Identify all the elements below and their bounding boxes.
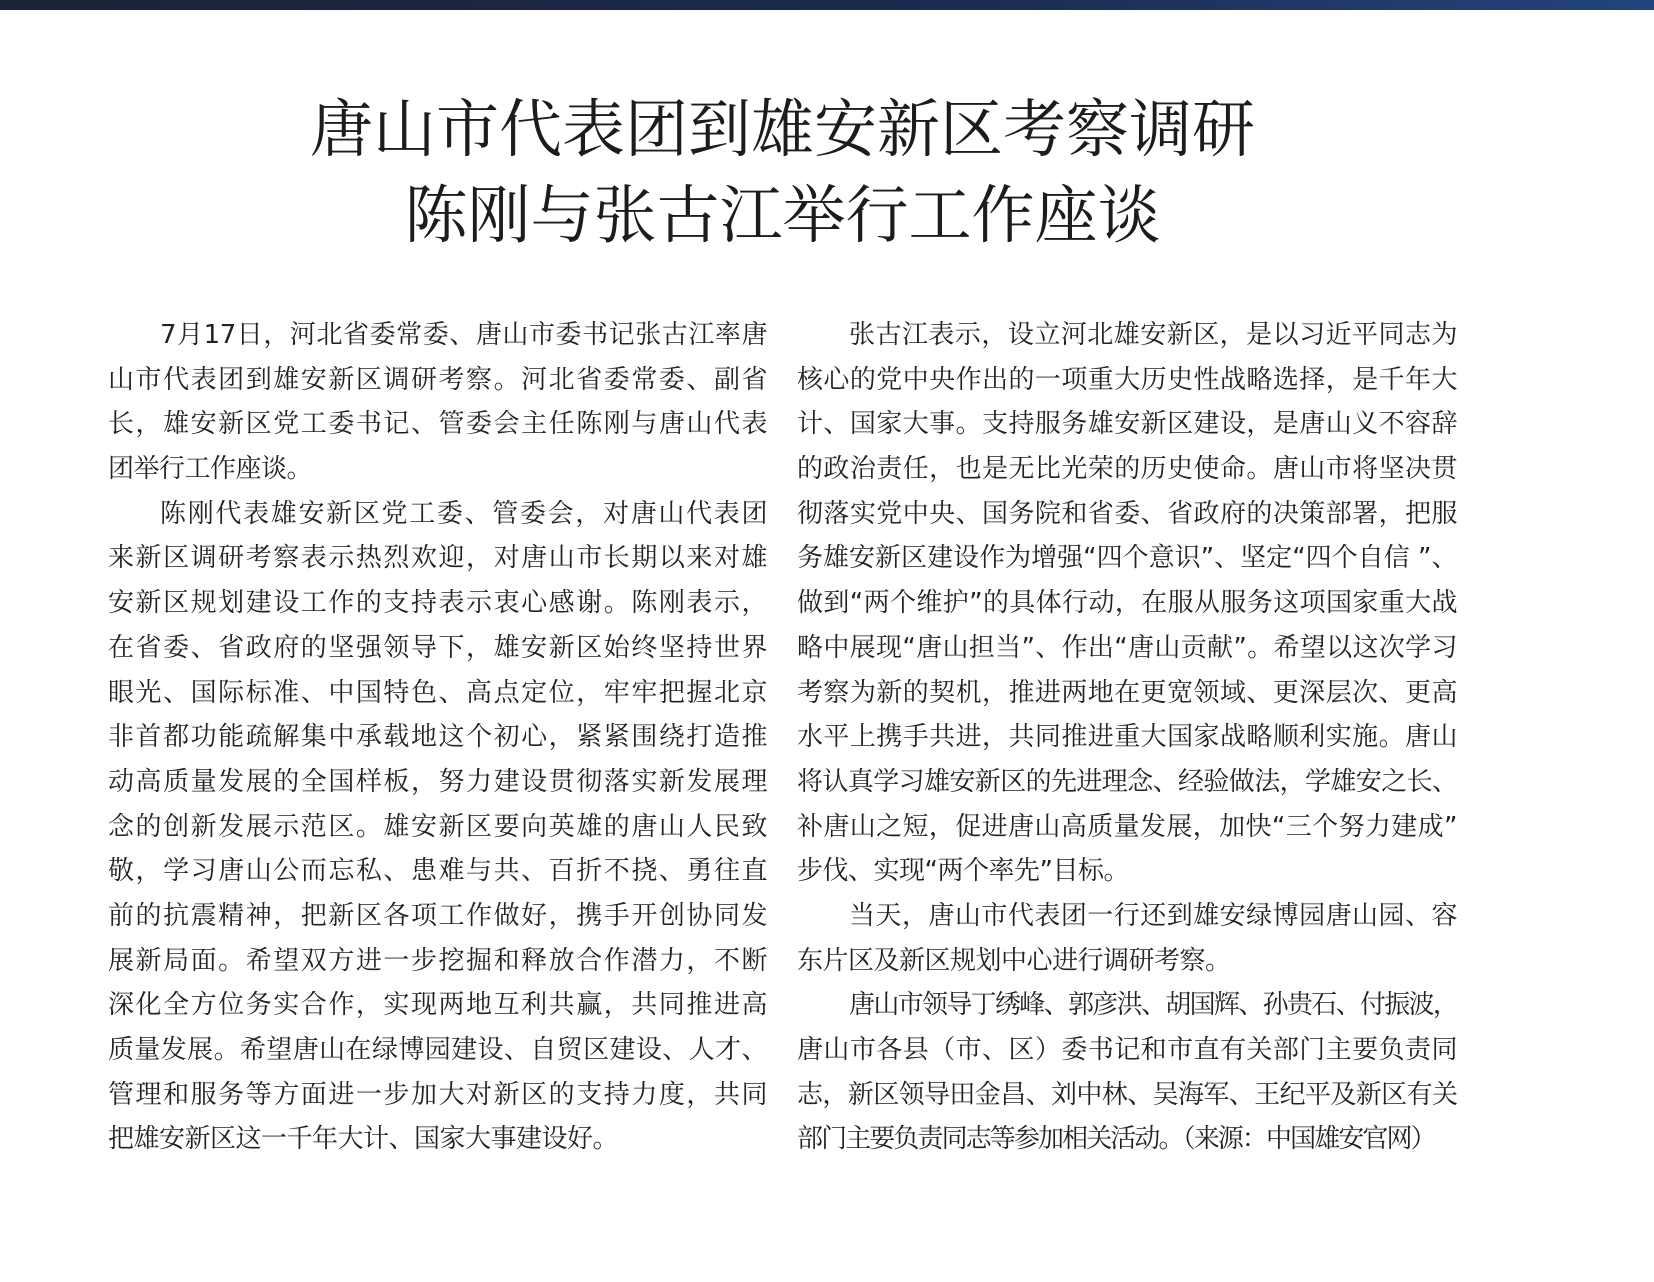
paragraph-line: 志，新区领导田金昌、刘中林、吴海军、王纪平及新区有关 <box>797 1079 1457 1110</box>
paragraph <box>108 492 767 1162</box>
paragraph-line: 彻落实党中央、国务院和省委、省政府的决策部署，把服 <box>797 498 1457 529</box>
paragraph-line: 前的抗震精神，把新区各项工作做好，携手开创协同发 <box>108 900 767 931</box>
paragraph-line: 敬，学习唐山公而忘私、患难与共、百折不挠、勇往直 <box>108 856 767 887</box>
paragraph-line: 张古江表示，设立河北雄安新区，是以习近平同志为 <box>849 320 1457 350</box>
page-header-bar <box>0 0 1654 10</box>
paragraph-line: 当天，唐山市代表团一行还到雄安绿博园唐山园、容 <box>849 900 1457 931</box>
title-line: 陈刚与张古江举行工作座谈 <box>404 179 1161 252</box>
paragraph-line: 长，雄安新区党工委书记、管委会主任陈刚与唐山代表 <box>108 409 767 440</box>
paragraph-line: 的政治责任，也是无比光荣的历史使命。唐山市将坚决贯 <box>797 454 1457 485</box>
paragraph-line: 水平上携手共进，共同推进重大国家战略顺利实施。唐山 <box>797 722 1457 753</box>
source-credit-line: 部门主要负责同志等参加相关活动。（来源：中国雄安官网） <box>797 1124 1435 1155</box>
paragraph-line: 略中展现“唐山担当”、作出“唐山贡献”。希望以这次学习 <box>797 632 1457 663</box>
paragraph-line: 步伐、实现“两个率先”目标。 <box>797 856 1129 887</box>
paragraph <box>797 983 1457 1162</box>
article-column-right <box>797 313 1457 1162</box>
paragraph-line: 山市代表团到雄安新区调研考察。河北省委常委、副省 <box>108 364 767 395</box>
paragraph-line: 计、国家大事。支持服务雄安新区建设，是唐山义不容辞 <box>797 409 1457 440</box>
paragraph-line: 唐山市各县（市、区）委书记和市直有关部门主要负责同 <box>797 1035 1457 1065</box>
article-column-left <box>108 313 767 1162</box>
paragraph <box>108 313 767 492</box>
paragraph-line: 唐山市领导丁绣峰、郭彦洪、胡国辉、孙贵石、付振波， <box>849 990 1457 1021</box>
paragraph-line: 安新区规划建设工作的支持表示衷心感谢。陈刚表示， <box>108 588 767 619</box>
paragraph-line: 非首都功能疏解集中承载地这个初心，紧紧围绕打造推 <box>108 722 767 753</box>
paragraph-line: 团举行工作座谈。 <box>108 454 313 485</box>
paragraph-line: 务雄安新区建设作为增强“四个意识”、坚定“四个自信 ”、 <box>797 543 1457 574</box>
paragraph-line: 把雄安新区这一千年大计、国家大事建设好。 <box>108 1124 619 1155</box>
article-title <box>108 87 1457 259</box>
paragraph-line: 质量发展。希望唐山在绿博园建设、自贸区建设、人才、 <box>108 1035 767 1065</box>
paragraph-line: 深化全方位务实合作，实现两地互利共赢，共同推进高 <box>108 990 767 1021</box>
paragraph-line: 眼光、国际标准、中国特色、高点定位，牢牢把握北京 <box>108 677 767 708</box>
paragraph-line: 在省委、省政府的坚强领导下，雄安新区始终坚持世界 <box>108 632 767 663</box>
paragraph-line: 将认真学习雄安新区的先进理念、经验做法，学雄安之长、 <box>797 766 1457 797</box>
paragraph-line: 核心的党中央作出的一项重大历史性战略选择，是千年大 <box>797 364 1457 395</box>
title-line: 唐山市代表团到雄安新区考察调研 <box>310 93 1255 166</box>
paragraph-line: 动高质量发展的全国样板，努力建设贯彻落实新发展理 <box>108 766 767 797</box>
paragraph-line: 念的创新发展示范区。雄安新区要向英雄的唐山人民致 <box>108 811 767 842</box>
paragraph-line: 管理和服务等方面进一步加大对新区的支持力度，共同 <box>108 1079 767 1110</box>
paragraph-line: 东片区及新区规划中心进行调研考察。 <box>797 945 1231 976</box>
paragraph-line: 来新区调研考察表示热烈欢迎，对唐山市长期以来对雄 <box>108 543 767 574</box>
paragraph-line: 补唐山之短，促进唐山高质量发展，加快“三个努力建成” <box>797 811 1457 842</box>
paragraph <box>797 313 1457 894</box>
paragraph-line: 做到“两个维护”的具体行动，在服从服务这项国家重大战 <box>797 588 1457 619</box>
paragraph <box>797 894 1457 983</box>
paragraph-line: 陈刚代表雄安新区党工委、管委会，对唐山代表团 <box>160 498 767 529</box>
paragraph-line: 7月17日，河北省委常委、唐山市委书记张古江率唐 <box>160 320 767 350</box>
paragraph-line: 展新局面。希望双方进一步挖掘和释放合作潜力，不断 <box>108 945 767 976</box>
paragraph-line: 考察为新的契机，推进两地在更宽领域、更深层次、更高 <box>797 677 1457 708</box>
